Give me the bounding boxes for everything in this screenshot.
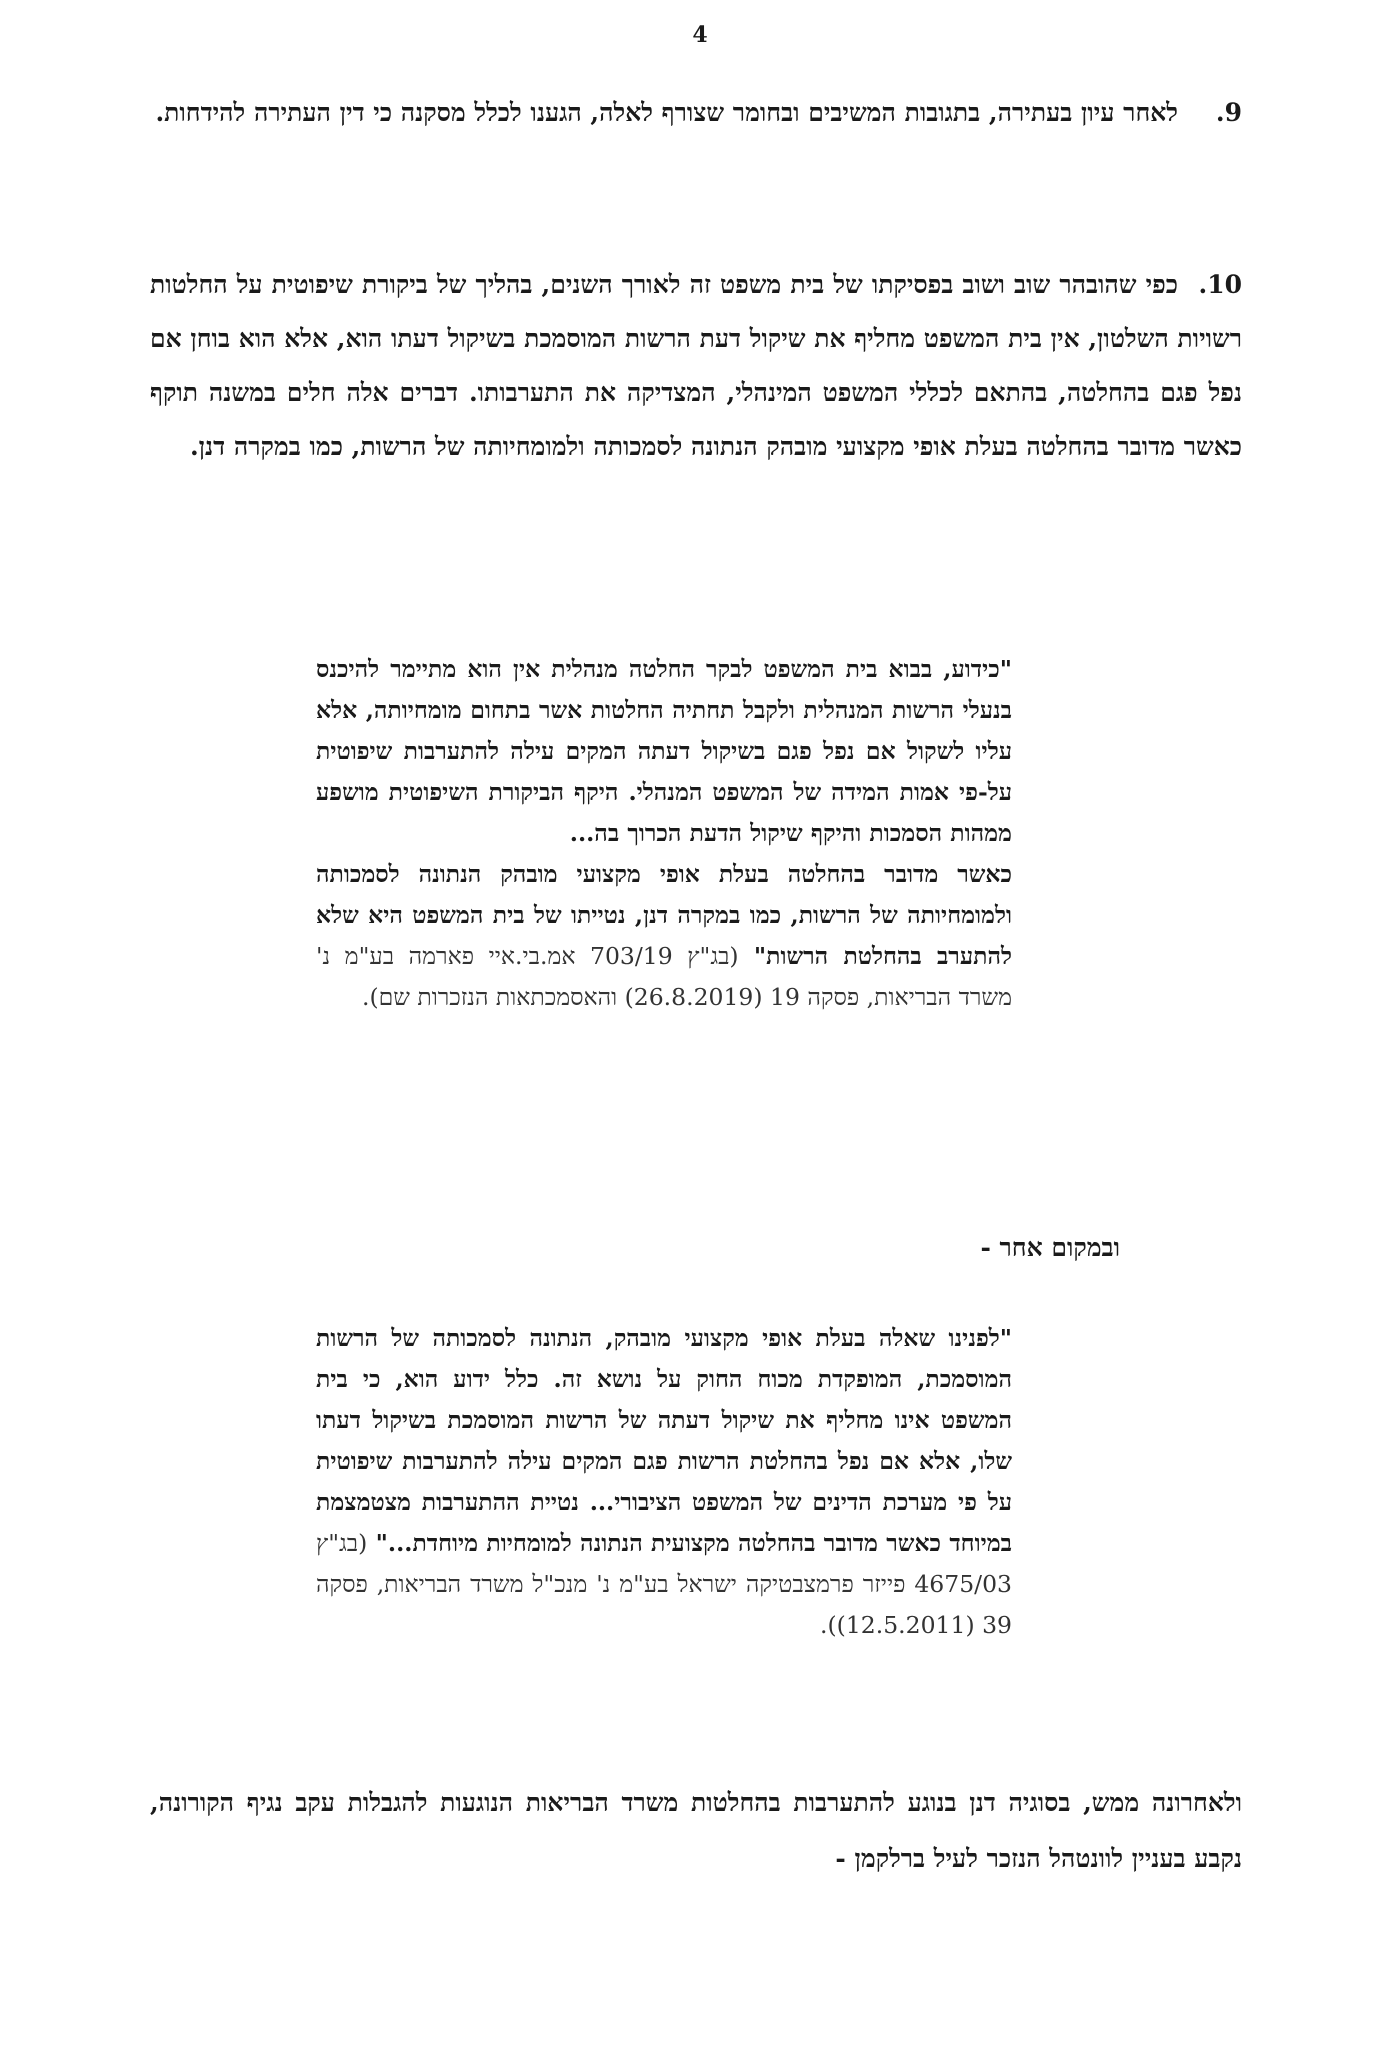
paragraph-text: לאחר עיון בעתירה, בתגובות המשיבים ובחומר שצורף לאלה, הגענו לכלל מסקנה כי דין העתירה להידחות. [155, 98, 1178, 127]
quote-text: "לפנינו שאלה בעלת אופי מקצועי מובהק, הנתונה לסמכותה של הרשות המוסמכת, המופקדת מכוח החוק על נושא זה. כלל ידוע הוא, כי בית המשפט אינו מחליף את שיקול דעתה של הרשות המוסמכת בשיקול דעתו שלו, אלא אם נפל בהחלטת הרשות פגם המקים עילה להתערבות שיפוטית על פי מערכת הדינים של המשפט הציבורי... נטיית ההתערבות מצטמצמת במיוחד כאשר מדובר בהחלטה מקצועית הנתונה למומחיות מיוחדת..." [316, 1324, 1012, 1557]
paragraph-text: כפי שהובהר שוב ושוב בפסיקתו של בית משפט זה לאורך השנים, בהליך של ביקורת שיפוטית על החלטות רשויות השלטון, אין בית המשפט מחליף את שיקול דעת הרשות המוסמכת בשיקול דעתו הוא, אלא הוא בוחן אם נפל פגם בהחלטה, בהתאם לכללי המשפט המינהלי, המצדיקה את התערבותו. דברים אלה חלים במשנה תוקף כאשר מדובר בהחלטה בעלת אופי מקצועי מובהק הנתונה לסמכותה ולמומחיותה של הרשות, כמו במקרה דנן. [150, 270, 1242, 461]
quote-text: "כידוע, בבוא בית המשפט לבקר החלטה מנהלית אין הוא מתיימר להיכנס בנעלי הרשות המנהלית ולקבל תחתיה החלטות אשר בתחום מומחיותה, אלא עליו לשקול אם נפל פגם בשיקול דעתה המקים עילה להתערבות שיפוטית על-פי אמות המידה של המשפט המנהלי. היקף הביקורת השיפוטית מושפע ממהות הסמכות והיקף שיקול הדעת הכרוך בה... [316, 655, 1012, 847]
paragraph-10 [150, 258, 1242, 474]
paragraph-9 [150, 86, 1242, 140]
paragraph-number: 9. [1215, 98, 1242, 127]
block-quote-1 [316, 649, 1012, 1018]
paragraph-number: 10. [1198, 270, 1242, 299]
quote-citation: (בג"ץ 4675/03 פייזר פרמצבטיקה ישראל בע"מ נ' מנכ"ל משרד הבריאות, פסקה 39 (12.5.2011)). [316, 1529, 1012, 1639]
page-number: 4 [692, 22, 708, 48]
paragraph-final [150, 1775, 1242, 1887]
lead-in-text: ובמקום אחר - [980, 1233, 1120, 1262]
block-quote-2 [316, 1318, 1012, 1646]
quote-citation: (בג"ץ 703/19 אמ.בי.איי פארמה בע"מ נ' משרד הבריאות, פסקה 19 (26.8.2019) והאסמכתאות הנזכרות שם). [316, 942, 1012, 1011]
quote-text: כאשר מדובר בהחלטה בעלת אופי מקצועי מובהק הנתונה לסמכותה ולמומחיותה של הרשות, כמו במקרה דנן, נטייתו של בית המשפט היא שלא להתערב בהחלטת הרשות" [316, 860, 1012, 970]
paragraph-text: ולאחרונה ממש, בסוגיה דנן בנוגע להתערבות בהחלטות משרד הבריאות הנוגעות להגבלות עקב נגיף הקורונה, נקבע בעניין לוונטהל הנזכר לעיל ברלקמן - [150, 1788, 1242, 1873]
